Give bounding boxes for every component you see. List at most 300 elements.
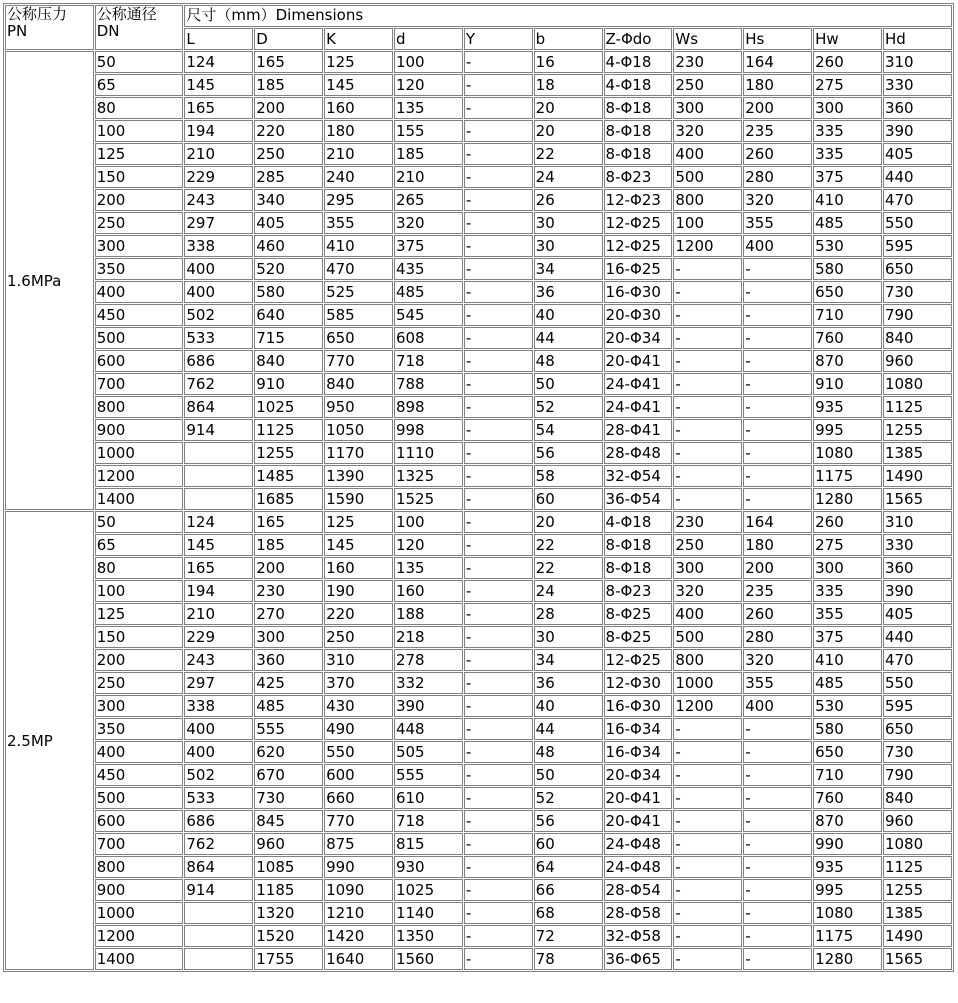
table-cell: 125 bbox=[324, 51, 393, 73]
table-cell: 250 bbox=[673, 74, 742, 96]
table-cell: 595 bbox=[883, 235, 952, 257]
table-cell: 914 bbox=[184, 419, 253, 441]
table-cell: - bbox=[464, 787, 533, 809]
table-cell: 160 bbox=[324, 97, 393, 119]
table-row bbox=[5, 856, 952, 878]
table-cell: 28 bbox=[534, 603, 603, 625]
table-cell: 550 bbox=[883, 672, 952, 694]
table-cell: - bbox=[464, 189, 533, 211]
table-cell: 155 bbox=[394, 120, 463, 142]
table-cell: 280 bbox=[743, 166, 812, 188]
table-cell: 375 bbox=[394, 235, 463, 257]
table-cell: 1320 bbox=[254, 902, 323, 924]
table-cell: - bbox=[743, 856, 812, 878]
table-cell: 250 bbox=[254, 143, 323, 165]
table-cell: 400 bbox=[673, 143, 742, 165]
table-row bbox=[5, 350, 952, 372]
table-cell: 135 bbox=[394, 97, 463, 119]
table-cell: 355 bbox=[813, 603, 882, 625]
dn-cell: 250 bbox=[95, 212, 184, 234]
dimensions-header: 尺寸（mm）Dimensions bbox=[184, 5, 952, 27]
table-cell: 78 bbox=[534, 948, 603, 970]
table-cell: 200 bbox=[743, 557, 812, 579]
table-cell: 770 bbox=[324, 350, 393, 372]
table-cell: 400 bbox=[184, 741, 253, 763]
table-cell: 580 bbox=[254, 281, 323, 303]
table-cell: 490 bbox=[324, 718, 393, 740]
table-cell: 320 bbox=[743, 649, 812, 671]
table-cell: - bbox=[464, 442, 533, 464]
table-cell: 1125 bbox=[883, 856, 952, 878]
table-cell: 448 bbox=[394, 718, 463, 740]
table-cell: - bbox=[464, 580, 533, 602]
table-cell: 218 bbox=[394, 626, 463, 648]
table-cell: 390 bbox=[883, 120, 952, 142]
table-cell: 585 bbox=[324, 304, 393, 326]
table-cell bbox=[184, 465, 253, 487]
table-cell: - bbox=[743, 787, 812, 809]
table-cell: 502 bbox=[184, 304, 253, 326]
table-cell: - bbox=[464, 741, 533, 763]
table-cell bbox=[184, 925, 253, 947]
table-row bbox=[5, 534, 952, 556]
table-cell: 1185 bbox=[254, 879, 323, 901]
dn-cell: 800 bbox=[95, 856, 184, 878]
table-cell: 405 bbox=[883, 143, 952, 165]
column-header: L bbox=[184, 28, 253, 50]
table-cell: 1525 bbox=[394, 488, 463, 510]
table-row bbox=[5, 258, 952, 280]
table-cell: - bbox=[464, 51, 533, 73]
table-cell: - bbox=[743, 327, 812, 349]
table-cell: 620 bbox=[254, 741, 323, 763]
table-cell: 1565 bbox=[883, 488, 952, 510]
table-cell: 164 bbox=[743, 511, 812, 533]
table-cell: 68 bbox=[534, 902, 603, 924]
pn-group-cell: 1.6MPa bbox=[5, 51, 94, 510]
table-cell: 210 bbox=[394, 166, 463, 188]
table-cell: 995 bbox=[813, 879, 882, 901]
table-cell: 235 bbox=[743, 580, 812, 602]
column-header: D bbox=[254, 28, 323, 50]
table-cell: 355 bbox=[743, 212, 812, 234]
table-cell: 995 bbox=[813, 419, 882, 441]
dn-cell: 150 bbox=[95, 626, 184, 648]
table-cell: - bbox=[673, 373, 742, 395]
table-cell: 1565 bbox=[883, 948, 952, 970]
pn-group-cell: 2.5MP bbox=[5, 511, 94, 970]
table-cell: 530 bbox=[813, 235, 882, 257]
table-cell: 300 bbox=[673, 557, 742, 579]
table-cell: - bbox=[464, 488, 533, 510]
table-cell: 595 bbox=[883, 695, 952, 717]
table-row bbox=[5, 97, 952, 119]
table-cell: 650 bbox=[883, 258, 952, 280]
table-cell: 1560 bbox=[394, 948, 463, 970]
table-cell: 22 bbox=[534, 143, 603, 165]
table-cell: 400 bbox=[743, 695, 812, 717]
table-cell: 580 bbox=[813, 258, 882, 280]
table-cell: 8-Φ25 bbox=[604, 603, 673, 625]
table-cell: - bbox=[464, 465, 533, 487]
table-cell: 8-Φ23 bbox=[604, 166, 673, 188]
table-row bbox=[5, 373, 952, 395]
table-cell: 1485 bbox=[254, 465, 323, 487]
table-cell: 52 bbox=[534, 787, 603, 809]
table-cell: 250 bbox=[324, 626, 393, 648]
table-cell: 200 bbox=[743, 97, 812, 119]
column-header: Z-Φdo bbox=[604, 28, 673, 50]
table-cell: 545 bbox=[394, 304, 463, 326]
table-cell: - bbox=[743, 419, 812, 441]
table-row bbox=[5, 948, 952, 970]
table-cell: 898 bbox=[394, 396, 463, 418]
table-cell: 998 bbox=[394, 419, 463, 441]
dn-cell: 350 bbox=[95, 258, 184, 280]
table-cell: 360 bbox=[254, 649, 323, 671]
pn-header-line2: PN bbox=[7, 22, 28, 40]
table-row bbox=[5, 695, 952, 717]
dn-cell: 1200 bbox=[95, 465, 184, 487]
table-cell: - bbox=[464, 603, 533, 625]
table-cell: 1125 bbox=[254, 419, 323, 441]
table-cell: 525 bbox=[324, 281, 393, 303]
table-cell bbox=[184, 442, 253, 464]
table-cell: - bbox=[464, 856, 533, 878]
table-cell: 30 bbox=[534, 235, 603, 257]
table-cell: 56 bbox=[534, 810, 603, 832]
table-cell: 230 bbox=[673, 511, 742, 533]
table-cell: 1280 bbox=[813, 488, 882, 510]
table-cell: - bbox=[464, 879, 533, 901]
table-cell: 670 bbox=[254, 764, 323, 786]
table-row bbox=[5, 189, 952, 211]
table-row bbox=[5, 787, 952, 809]
table-cell: 72 bbox=[534, 925, 603, 947]
dn-cell: 400 bbox=[95, 741, 184, 763]
table-cell: 470 bbox=[883, 649, 952, 671]
table-cell: 718 bbox=[394, 810, 463, 832]
table-row bbox=[5, 120, 952, 142]
table-cell: 124 bbox=[184, 511, 253, 533]
dn-cell: 200 bbox=[95, 649, 184, 671]
table-cell: 210 bbox=[324, 143, 393, 165]
table-cell: 280 bbox=[743, 626, 812, 648]
dn-cell: 100 bbox=[95, 580, 184, 602]
table-cell: 485 bbox=[813, 672, 882, 694]
table-cell: 12-Φ25 bbox=[604, 649, 673, 671]
dn-header bbox=[95, 5, 184, 50]
table-cell: 20-Φ30 bbox=[604, 304, 673, 326]
table-cell: 718 bbox=[394, 350, 463, 372]
table-cell: - bbox=[464, 74, 533, 96]
table-cell: 180 bbox=[743, 74, 812, 96]
table-cell: - bbox=[743, 258, 812, 280]
dn-cell: 1400 bbox=[95, 488, 184, 510]
table-cell: - bbox=[464, 557, 533, 579]
table-cell: 44 bbox=[534, 718, 603, 740]
table-cell: - bbox=[673, 833, 742, 855]
table-cell: - bbox=[743, 281, 812, 303]
table-cell: 24-Φ48 bbox=[604, 856, 673, 878]
table-cell: 20-Φ41 bbox=[604, 810, 673, 832]
table-cell: 580 bbox=[813, 718, 882, 740]
table-cell: 400 bbox=[673, 603, 742, 625]
table-cell: 50 bbox=[534, 373, 603, 395]
table-cell: 300 bbox=[813, 97, 882, 119]
table-cell: 24 bbox=[534, 580, 603, 602]
table-cell: - bbox=[673, 465, 742, 487]
table-cell: 135 bbox=[394, 557, 463, 579]
dn-cell: 50 bbox=[95, 51, 184, 73]
table-cell: 297 bbox=[184, 672, 253, 694]
table-cell: 275 bbox=[813, 534, 882, 556]
table-cell: 34 bbox=[534, 258, 603, 280]
table-row bbox=[5, 626, 952, 648]
table-cell: 1420 bbox=[324, 925, 393, 947]
table-cell: 4-Φ18 bbox=[604, 51, 673, 73]
table-cell: 48 bbox=[534, 350, 603, 372]
table-cell: 235 bbox=[743, 120, 812, 142]
table-cell: 788 bbox=[394, 373, 463, 395]
table-cell: 12-Φ25 bbox=[604, 235, 673, 257]
table-row bbox=[5, 143, 952, 165]
table-cell: - bbox=[673, 718, 742, 740]
table-row bbox=[5, 672, 952, 694]
table-cell: 533 bbox=[184, 327, 253, 349]
table-cell: - bbox=[743, 373, 812, 395]
table-cell: 935 bbox=[813, 396, 882, 418]
table-cell: - bbox=[673, 281, 742, 303]
table-cell: 265 bbox=[394, 189, 463, 211]
table-cell: 1200 bbox=[673, 235, 742, 257]
table-row bbox=[5, 281, 952, 303]
table-cell: 1385 bbox=[883, 442, 952, 464]
table-cell: 243 bbox=[184, 189, 253, 211]
table-cell: 650 bbox=[324, 327, 393, 349]
table-cell: - bbox=[464, 327, 533, 349]
table-cell: - bbox=[464, 258, 533, 280]
table-row bbox=[5, 833, 952, 855]
table-cell: 530 bbox=[813, 695, 882, 717]
table-cell: 120 bbox=[394, 74, 463, 96]
table-cell: 54 bbox=[534, 419, 603, 441]
table-row bbox=[5, 603, 952, 625]
table-cell: - bbox=[464, 212, 533, 234]
table-cell: - bbox=[743, 948, 812, 970]
table-cell: 460 bbox=[254, 235, 323, 257]
dn-cell: 150 bbox=[95, 166, 184, 188]
table-cell: 194 bbox=[184, 120, 253, 142]
table-cell: 229 bbox=[184, 626, 253, 648]
table-cell: 145 bbox=[324, 534, 393, 556]
table-cell: - bbox=[673, 787, 742, 809]
dn-cell: 125 bbox=[95, 603, 184, 625]
table-cell: 338 bbox=[184, 235, 253, 257]
table-cell: 440 bbox=[883, 626, 952, 648]
table-cell: - bbox=[743, 764, 812, 786]
table-cell: 180 bbox=[743, 534, 812, 556]
table-cell: 485 bbox=[394, 281, 463, 303]
table-cell bbox=[184, 488, 253, 510]
table-cell: - bbox=[464, 419, 533, 441]
table-cell: 16 bbox=[534, 51, 603, 73]
table-cell: 930 bbox=[394, 856, 463, 878]
table-cell: 485 bbox=[813, 212, 882, 234]
table-cell: 405 bbox=[883, 603, 952, 625]
table-cell: 650 bbox=[883, 718, 952, 740]
dn-cell: 125 bbox=[95, 143, 184, 165]
table-cell: 470 bbox=[324, 258, 393, 280]
dn-cell: 450 bbox=[95, 764, 184, 786]
table-cell: 32-Φ54 bbox=[604, 465, 673, 487]
table-cell: 243 bbox=[184, 649, 253, 671]
table-cell: 18 bbox=[534, 74, 603, 96]
table-cell: 335 bbox=[813, 143, 882, 165]
table-cell: - bbox=[464, 511, 533, 533]
dn-cell: 80 bbox=[95, 557, 184, 579]
table-cell: 8-Φ18 bbox=[604, 120, 673, 142]
table-cell: 390 bbox=[883, 580, 952, 602]
table-cell: 864 bbox=[184, 396, 253, 418]
table-cell: 50 bbox=[534, 764, 603, 786]
table-cell: 16-Φ30 bbox=[604, 281, 673, 303]
table-body bbox=[5, 5, 952, 970]
table-cell: - bbox=[673, 856, 742, 878]
table-cell: 390 bbox=[394, 695, 463, 717]
table-cell: 330 bbox=[883, 74, 952, 96]
table-cell: 36 bbox=[534, 281, 603, 303]
table-cell: 36-Φ65 bbox=[604, 948, 673, 970]
table-cell: 230 bbox=[254, 580, 323, 602]
table-cell: 400 bbox=[184, 258, 253, 280]
table-cell: 710 bbox=[813, 304, 882, 326]
table-cell: - bbox=[464, 672, 533, 694]
table-cell: 8-Φ25 bbox=[604, 626, 673, 648]
dn-cell: 900 bbox=[95, 419, 184, 441]
table-cell: 180 bbox=[324, 120, 393, 142]
table-cell: 66 bbox=[534, 879, 603, 901]
dn-cell: 900 bbox=[95, 879, 184, 901]
table-cell: - bbox=[743, 833, 812, 855]
table-row bbox=[5, 902, 952, 924]
table-cell: 26 bbox=[534, 189, 603, 211]
table-cell: 28-Φ48 bbox=[604, 442, 673, 464]
table-cell: 320 bbox=[673, 120, 742, 142]
table-cell: 8-Φ18 bbox=[604, 534, 673, 556]
dn-cell: 1000 bbox=[95, 902, 184, 924]
table-cell: 64 bbox=[534, 856, 603, 878]
table-cell: - bbox=[464, 764, 533, 786]
table-cell: 4-Φ18 bbox=[604, 511, 673, 533]
table-cell: 28-Φ58 bbox=[604, 902, 673, 924]
table-cell: 1490 bbox=[883, 925, 952, 947]
table-cell: 260 bbox=[813, 51, 882, 73]
dn-cell: 400 bbox=[95, 281, 184, 303]
table-cell: 375 bbox=[813, 626, 882, 648]
table-cell: 24-Φ48 bbox=[604, 833, 673, 855]
table-row bbox=[5, 557, 952, 579]
table-cell: 48 bbox=[534, 741, 603, 763]
table-row bbox=[5, 810, 952, 832]
table-cell: 1090 bbox=[324, 879, 393, 901]
dn-cell: 450 bbox=[95, 304, 184, 326]
table-cell: 16-Φ25 bbox=[604, 258, 673, 280]
table-cell: 910 bbox=[813, 373, 882, 395]
table-cell: 229 bbox=[184, 166, 253, 188]
table-cell: - bbox=[464, 902, 533, 924]
table-cell: - bbox=[673, 304, 742, 326]
table-cell: - bbox=[673, 948, 742, 970]
table-cell: 1640 bbox=[324, 948, 393, 970]
table-cell: 845 bbox=[254, 810, 323, 832]
table-cell: 910 bbox=[254, 373, 323, 395]
table-cell: 1350 bbox=[394, 925, 463, 947]
table-cell: 332 bbox=[394, 672, 463, 694]
table-row bbox=[5, 879, 952, 901]
table-cell: 12-Φ25 bbox=[604, 212, 673, 234]
table-cell: - bbox=[464, 396, 533, 418]
table-cell: 500 bbox=[673, 626, 742, 648]
table-cell: 875 bbox=[324, 833, 393, 855]
column-header: Hs bbox=[743, 28, 812, 50]
table-cell: - bbox=[743, 488, 812, 510]
table-cell: 400 bbox=[184, 281, 253, 303]
table-cell: - bbox=[673, 442, 742, 464]
table-cell: 762 bbox=[184, 373, 253, 395]
table-cell: 1125 bbox=[883, 396, 952, 418]
table-cell: 1390 bbox=[324, 465, 393, 487]
table-cell: 165 bbox=[254, 511, 323, 533]
table-cell: 270 bbox=[254, 603, 323, 625]
table-cell: 278 bbox=[394, 649, 463, 671]
dn-cell: 80 bbox=[95, 97, 184, 119]
table-cell: 30 bbox=[534, 212, 603, 234]
table-cell: 410 bbox=[813, 649, 882, 671]
table-cell: 555 bbox=[254, 718, 323, 740]
table-cell: 914 bbox=[184, 879, 253, 901]
column-header: Y bbox=[464, 28, 533, 50]
table-cell: 40 bbox=[534, 304, 603, 326]
dn-cell: 250 bbox=[95, 672, 184, 694]
table-cell: 550 bbox=[883, 212, 952, 234]
dn-cell: 800 bbox=[95, 396, 184, 418]
table-row bbox=[5, 925, 952, 947]
table-cell: - bbox=[743, 925, 812, 947]
table-cell: 295 bbox=[324, 189, 393, 211]
table-cell: 960 bbox=[883, 350, 952, 372]
table-cell: - bbox=[464, 281, 533, 303]
table-cell: 300 bbox=[813, 557, 882, 579]
table-cell: 185 bbox=[394, 143, 463, 165]
table-cell: - bbox=[464, 143, 533, 165]
table-cell: 250 bbox=[673, 534, 742, 556]
table-row bbox=[5, 396, 952, 418]
table-cell: 400 bbox=[184, 718, 253, 740]
table-cell: 20-Φ41 bbox=[604, 787, 673, 809]
table-cell: - bbox=[673, 764, 742, 786]
table-cell: - bbox=[743, 718, 812, 740]
table-cell: 608 bbox=[394, 327, 463, 349]
table-cell: 297 bbox=[184, 212, 253, 234]
table-cell: - bbox=[673, 902, 742, 924]
table-cell: 840 bbox=[254, 350, 323, 372]
table-cell: 285 bbox=[254, 166, 323, 188]
table-row bbox=[5, 51, 952, 73]
table-row bbox=[5, 166, 952, 188]
table-cell: 340 bbox=[254, 189, 323, 211]
table-row bbox=[5, 511, 952, 533]
